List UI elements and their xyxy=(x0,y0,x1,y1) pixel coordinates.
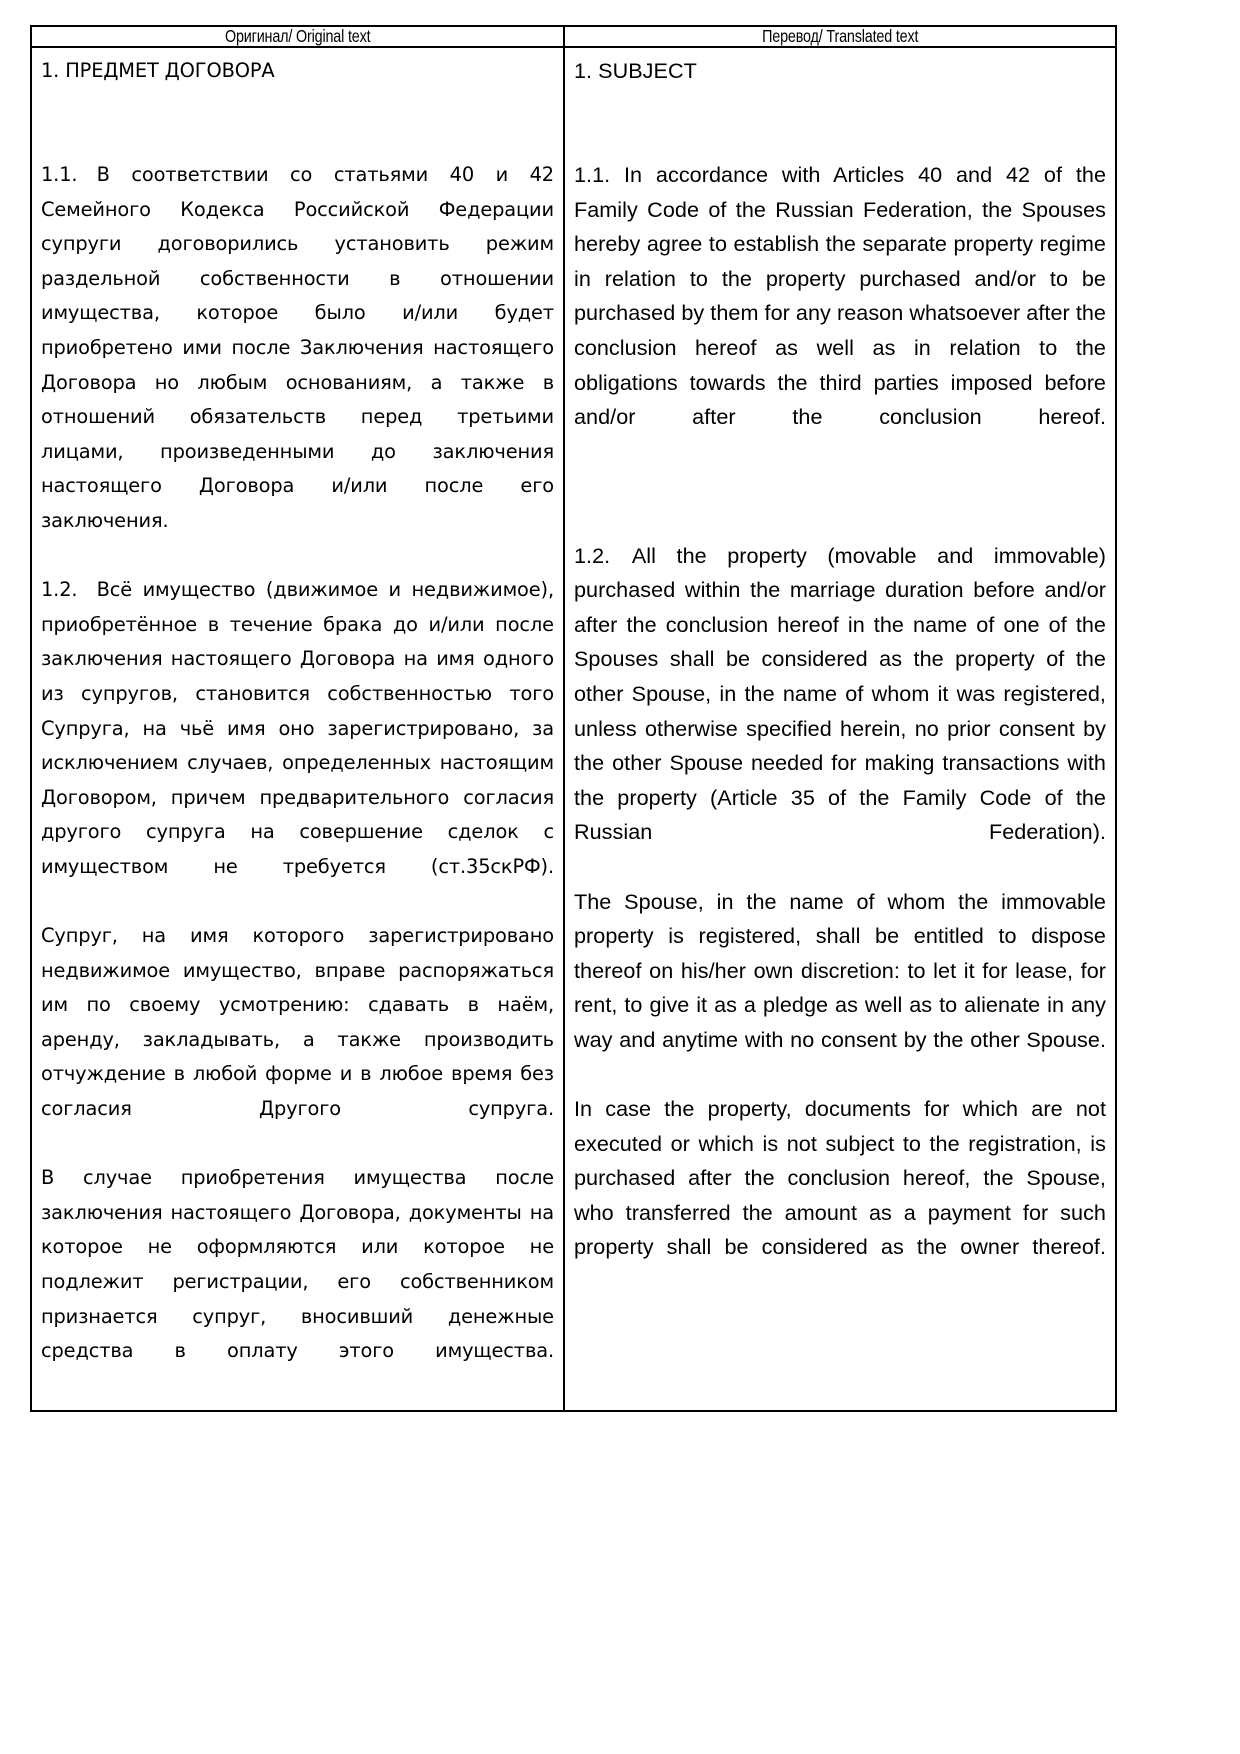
translated-heading-spacer xyxy=(574,123,1106,158)
translated-paragraph-spouse-disposal: The Spouse, in the name of whom the immovable property is registered, shall be entitled to dispose thereof on his/her own discretion: to let it for lease, for rent, to give it as a pledge as well as to alienate in any way and anytime with no consent by the other Spouse. xyxy=(573,888,1106,1052)
original-paragraph-1-1: 1.1. В соответствии со статьями 40 и 42 Семейного Кодекса Российской Федерации супруги договорились установить режим раздельной собственности в отношении имущества, которое было и/или будет приобретено ими после Заключения настоящего Договора но любым основаниям, а также в отношений обязательств перед третьими лицами, произведенными до заключения настоящего Договора и/или после его заключения. xyxy=(41,163,554,532)
translated-section-heading: 1. SUBJECT xyxy=(573,58,697,84)
original-paragraph-1-2: 1.2. Всё имущество (движимое и недвижимое), приобретённое в течение брака до и/или после заключения настоящего Договора на имя одного из супругов, становится собственностью того Супруга, на чьё имя оно зарегистрировано, за исключением случаев, определенных настоящим Договором, причем предварительного согласия другого супруга на совершение сделок с имуществом не требуется (ст.35скРФ). xyxy=(41,578,554,878)
cell-original-text xyxy=(31,47,564,1411)
table-header-row xyxy=(31,26,1116,47)
bilingual-contract-table xyxy=(30,25,1117,1412)
original-heading-spacer xyxy=(41,123,554,158)
column-header-translated xyxy=(564,26,1116,47)
translated-text-body xyxy=(565,48,1115,1306)
translated-paragraph-gap-1 xyxy=(574,469,1106,504)
column-header-original-label: Оригинал/ Original text xyxy=(224,26,371,46)
column-header-original xyxy=(31,26,564,47)
original-section-heading: 1. ПРЕДМЕТ ДОГОВОРА xyxy=(41,59,275,83)
original-text-body xyxy=(32,48,563,1410)
translated-paragraph-gap-2 xyxy=(574,504,1106,539)
cell-translated-text xyxy=(564,47,1116,1411)
original-paragraph-unregistered-property: В случае приобретения имущества после заключения настоящего Договора, документы на которое не оформляются или которое не подлежит регистрации, его собственником признается супруг, вносивший денежные средства в оплату этого имущества. xyxy=(41,1166,554,1363)
translated-paragraph-unregistered-property: In case the property, documents for which are not executed or which is not subject to the registration, is purchased after the conclusion hereof, the Spouse, who transferred the amount as a payment for such property shall be considered as the owner thereof. xyxy=(573,1096,1106,1260)
translated-paragraph-1-1: 1.1. In accordance with Articles 40 and 42 of the Family Code of the Russian Federation, the Spouses hereby agree to establish the separate property regime in relation to the property purchased and/or to be purchased by them for any reason whatsoever after the conclusion hereof as well as in relation to the obligations towards the third parties imposed before and/or after the conclusion hereof. xyxy=(573,162,1106,430)
column-header-translated-label: Перевод/ Translated text xyxy=(761,26,919,46)
translated-paragraph-1-2: 1.2. All the property (movable and immovable) purchased within the marriage duration before and/or after the conclusion hereof in the name of one of the Spouses shall be considered as the property of the other Spouse, in the name of whom it was registered, unless otherwise specified herein, no prior consent by the other Spouse needed for making transactions with the property (Article 35 of the Family Code of the Russian Federation). xyxy=(573,542,1106,845)
table-row xyxy=(31,47,1116,1411)
original-paragraph-spouse-disposal: Супруг, на имя которого зарегистрировано недвижимое имущество, вправе распоряжаться им по своему усмотрению: сдавать в наём, аренду, закладывать, а также производить отчуждение в любой форме и в любое время без согласия Другого супруга. xyxy=(41,924,554,1121)
